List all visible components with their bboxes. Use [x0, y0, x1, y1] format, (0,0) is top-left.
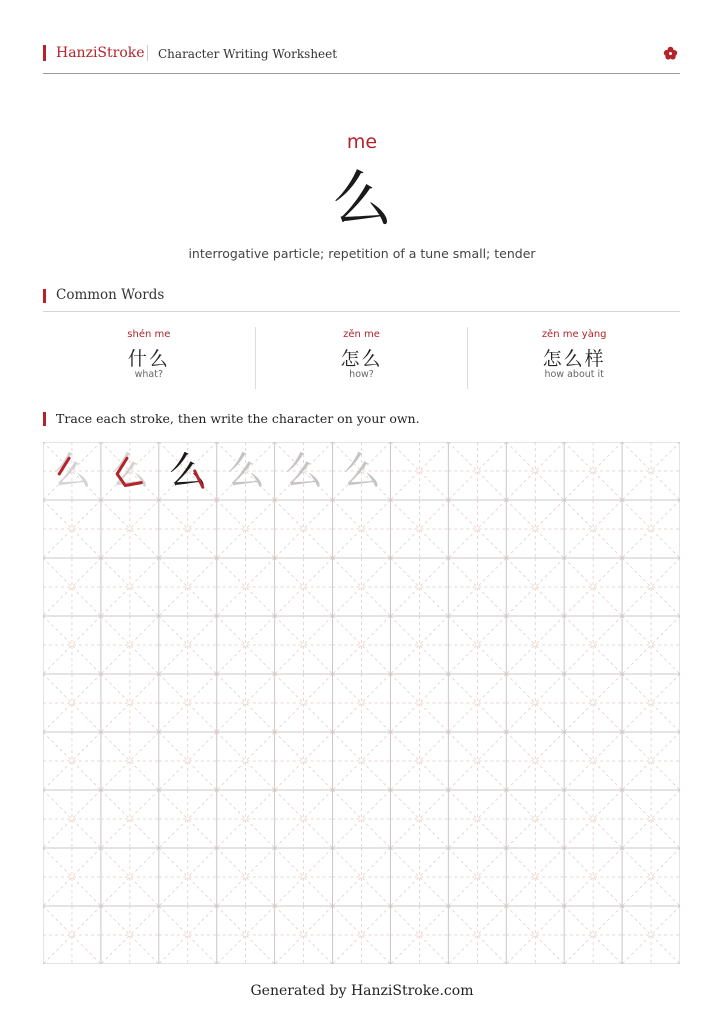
page-header — [43, 40, 680, 74]
grid-cell[interactable] — [43, 906, 101, 964]
grid-cell[interactable] — [448, 674, 506, 732]
word-hanzi: 什么 — [127, 348, 170, 370]
grid-cell[interactable] — [506, 558, 564, 616]
section-divider — [43, 311, 680, 312]
grid-cell[interactable] — [333, 674, 391, 732]
word-english: what? — [134, 369, 164, 380]
grid-cell[interactable] — [159, 906, 217, 964]
grid-cell[interactable] — [564, 500, 622, 558]
grid-cell[interactable] — [506, 674, 564, 732]
grid-cell[interactable] — [101, 848, 159, 906]
stroke-order-character: 么 — [168, 448, 207, 494]
grid-cell[interactable] — [448, 848, 506, 906]
grid-cell[interactable] — [217, 906, 275, 964]
grid-cell[interactable] — [622, 616, 680, 674]
grid-cell[interactable] — [217, 674, 275, 732]
header-separator — [147, 45, 148, 61]
grid-cell[interactable] — [564, 558, 622, 616]
word-hanzi: 怎么样 — [542, 348, 606, 370]
trace-character[interactable]: 么 — [284, 448, 323, 494]
grid-cell[interactable] — [159, 616, 217, 674]
grid-cell[interactable] — [159, 674, 217, 732]
character-meaning: interrogative particle; repetition of a tune small; tender — [188, 246, 536, 261]
grid-cell[interactable] — [159, 558, 217, 616]
grid-cell[interactable] — [448, 732, 506, 790]
grid-cell[interactable] — [622, 732, 680, 790]
grid-cell[interactable] — [43, 500, 101, 558]
grid-cell[interactable] — [43, 790, 101, 848]
grid-cell[interactable] — [448, 500, 506, 558]
stroke-order-character: 么 — [52, 448, 92, 494]
grid-cell[interactable] — [390, 732, 448, 790]
grid-cell[interactable] — [506, 732, 564, 790]
grid-cell[interactable] — [217, 848, 275, 906]
grid-cell[interactable] — [43, 848, 101, 906]
grid-cell[interactable] — [564, 674, 622, 732]
grid-cell[interactable] — [333, 732, 391, 790]
word-pinyin: shén me — [127, 329, 171, 340]
stroke-order-character: 么 — [110, 448, 150, 494]
grid-cell[interactable] — [333, 558, 391, 616]
grid-cell[interactable] — [275, 732, 333, 790]
grid-cell[interactable] — [217, 558, 275, 616]
grid-cell[interactable] — [564, 790, 622, 848]
grid-cell[interactable] — [622, 848, 680, 906]
grid-cell[interactable] — [622, 558, 680, 616]
grid-cell[interactable] — [101, 500, 159, 558]
grid-cell[interactable] — [390, 442, 448, 500]
grid-cell[interactable] — [43, 616, 101, 674]
grid-cell[interactable] — [564, 616, 622, 674]
grid-cell[interactable] — [333, 848, 391, 906]
grid-cell[interactable] — [159, 732, 217, 790]
grid-cell[interactable] — [275, 558, 333, 616]
grid-cell[interactable] — [159, 500, 217, 558]
common-words-list — [43, 327, 680, 389]
section-accent-bar — [43, 412, 46, 426]
grid-cell[interactable] — [43, 558, 101, 616]
grid-cell[interactable] — [217, 616, 275, 674]
practice-grid[interactable] — [43, 442, 680, 964]
character-pinyin: me — [346, 131, 378, 153]
grid-cell[interactable] — [333, 616, 391, 674]
grid-cell[interactable] — [390, 848, 448, 906]
practice-grid-canvas[interactable] — [43, 442, 680, 964]
grid-cell[interactable] — [390, 674, 448, 732]
grid-cell[interactable] — [390, 558, 448, 616]
grid-cell[interactable] — [43, 732, 101, 790]
grid-cell[interactable] — [448, 790, 506, 848]
grid-cell[interactable] — [101, 674, 159, 732]
grid-cell[interactable] — [506, 906, 564, 964]
grid-cell[interactable] — [217, 732, 275, 790]
grid-cell[interactable] — [622, 790, 680, 848]
grid-cell[interactable] — [622, 500, 680, 558]
grid-cell[interactable] — [333, 906, 391, 964]
grid-cell[interactable] — [506, 616, 564, 674]
main-character: 么 — [332, 165, 392, 235]
grid-cell[interactable] — [390, 906, 448, 964]
grid-cell[interactable] — [275, 674, 333, 732]
word-pinyin: zěn me yàng — [541, 329, 607, 340]
grid-cell[interactable] — [101, 732, 159, 790]
grid-cell[interactable] — [622, 674, 680, 732]
grid-cell[interactable] — [101, 616, 159, 674]
practice-instruction: Trace each stroke, then write the character on your own. — [56, 411, 420, 426]
grid-cell[interactable] — [333, 790, 391, 848]
grid-cell[interactable] — [275, 906, 333, 964]
grid-cell[interactable] — [564, 848, 622, 906]
grid-cell[interactable] — [159, 790, 217, 848]
word-pinyin: zěn me — [343, 329, 380, 340]
grid-cell[interactable] — [217, 790, 275, 848]
word-item — [467, 327, 680, 389]
word-english: how about it — [544, 369, 604, 380]
grid-cell[interactable] — [275, 500, 333, 558]
grid-cell[interactable] — [159, 848, 217, 906]
trace-character[interactable]: 么 — [342, 448, 381, 494]
word-item — [43, 327, 255, 389]
grid-cell[interactable] — [448, 616, 506, 674]
grid-cell[interactable] — [217, 500, 275, 558]
common-words-title: Common Words — [56, 287, 165, 303]
grid-cell[interactable] — [43, 674, 101, 732]
grid-cell[interactable] — [101, 790, 159, 848]
grid-cell[interactable] — [448, 442, 506, 500]
grid-cell[interactable] — [390, 790, 448, 848]
grid-cell[interactable] — [101, 558, 159, 616]
grid-cell[interactable] — [101, 906, 159, 964]
flower-icon — [663, 46, 678, 60]
grid-cell[interactable] — [275, 848, 333, 906]
grid-cell[interactable] — [506, 442, 564, 500]
word-english: how? — [349, 369, 374, 380]
grid-cell[interactable] — [275, 616, 333, 674]
grid-cell[interactable] — [622, 906, 680, 964]
grid-cell[interactable] — [564, 906, 622, 964]
brand-accent-bar — [43, 45, 46, 61]
grid-cell[interactable] — [448, 906, 506, 964]
grid-cell[interactable] — [506, 848, 564, 906]
trace-character[interactable]: 么 — [226, 448, 265, 494]
footer-text: Generated by HanziStroke.com — [250, 983, 474, 999]
grid-cell[interactable] — [333, 500, 391, 558]
grid-cell[interactable] — [622, 442, 680, 500]
word-item — [255, 327, 468, 389]
section-accent-bar — [43, 289, 46, 303]
brand-name[interactable]: HanziStroke — [56, 45, 145, 61]
grid-cell[interactable] — [564, 442, 622, 500]
grid-cell[interactable] — [275, 790, 333, 848]
grid-cell[interactable] — [564, 732, 622, 790]
grid-cell[interactable] — [390, 616, 448, 674]
grid-cell[interactable] — [506, 500, 564, 558]
grid-cell[interactable] — [448, 558, 506, 616]
grid-cell[interactable] — [506, 790, 564, 848]
word-hanzi: 怎么 — [340, 348, 383, 370]
worksheet-title: Character Writing Worksheet — [158, 47, 338, 61]
grid-cell[interactable] — [390, 500, 448, 558]
